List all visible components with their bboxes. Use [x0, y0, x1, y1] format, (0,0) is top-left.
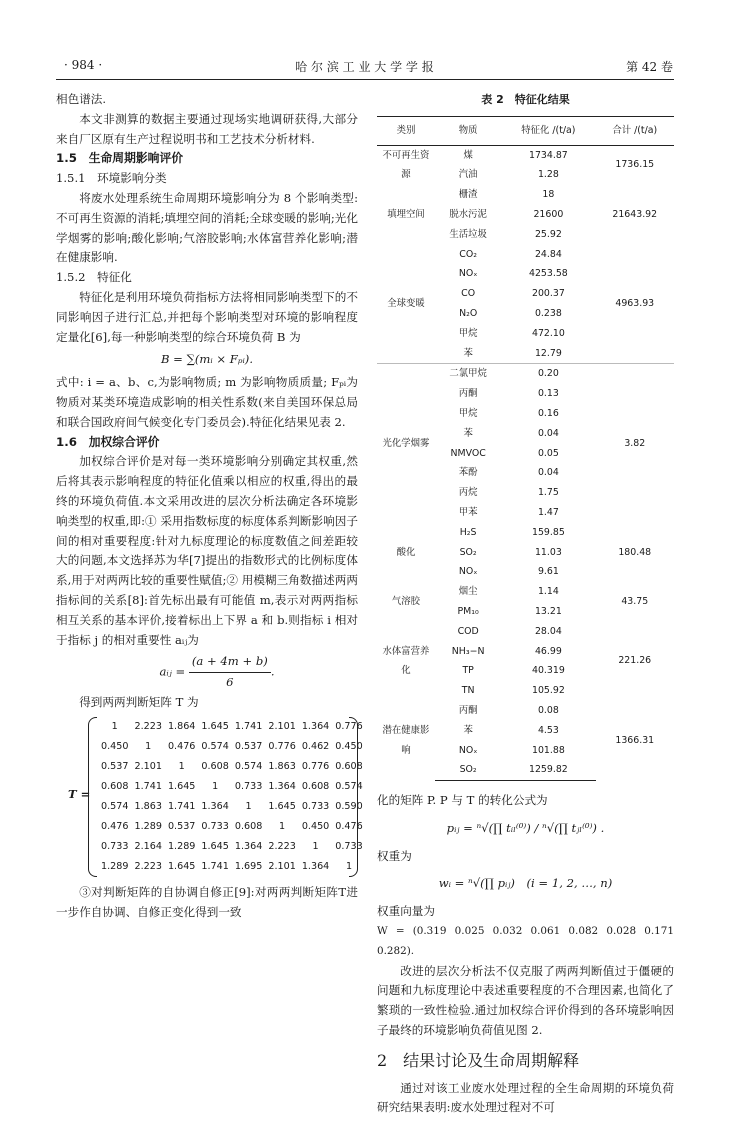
matrix-cell: 2.101 — [268, 720, 296, 732]
matrix-cell: 1.864 — [167, 720, 196, 732]
matrix-cell: 0.733 — [201, 820, 229, 832]
table-row — [377, 364, 674, 384]
substance-cell: 甲烷 — [458, 327, 478, 339]
matrix-cell: 0.574 — [101, 800, 129, 812]
table-body — [377, 145, 674, 781]
matrix-cell: 1 — [245, 800, 252, 812]
matrix-cell: 0.590 — [335, 800, 363, 812]
table-header-cell: 物质 — [435, 116, 501, 145]
substance-cell: 生活垃圾 — [449, 228, 487, 240]
matrix-cell: 1.863 — [134, 800, 162, 812]
value-cell: 40.319 — [531, 665, 565, 677]
value-cell: 0.238 — [534, 307, 562, 319]
denominator: 6 — [226, 675, 234, 690]
matrix-cell: 0.608 — [234, 820, 263, 832]
substance-cell: NH₃−N — [451, 645, 485, 657]
substance-cell: NMVOC — [450, 447, 486, 459]
paragraph: 加权综合评价是对每一类环境影响分别确定其权重,然后将其表示影响程度的特征化值乘以相应的权重,得出的最终的环境负荷值.本文采用改进的层次分析法确定各环境影响类型的权重,即:① 采用指数标度的标度体系判断影响因子间的相对重要程度:针对九标度理论的标度数值之间差距较大的问题,本文选择苏为华[7]提出的指数形式的比例标度体系,用于对两两比较的重要性赋值;② 用模糊三角数描述两两指标间的关系[8]:首先标出最有可能值 m,表示对两两指标相互关系的基本评价,接着标出上下界 a 和 b.则指标 i 相对于指标 j 的相对重要性 aᵢⱼ为 — [56, 454, 358, 647]
value-cell: 28.04 — [534, 625, 562, 637]
paragraph: 将废水处理系统生命周期环境影响分为 8 个影响类型:不可再生资源的消耗;填埋空间的消耗;全球变暖的影响;光化学烟雾的影响;酸化影响;气溶胶影响;水体富营养化影响;潜在健康影响. — [56, 190, 358, 265]
matrix-row — [98, 717, 366, 737]
matrix-cell: 0.476 — [335, 820, 363, 832]
substance-cell: CO — [461, 288, 476, 300]
matrix-cell: 0.537 — [234, 740, 263, 752]
matrix-cell: 1.364 — [201, 800, 229, 812]
paragraph: 本文非测算的数据主要通过现场实地调研获得,大部分来自厂区原有生产过程说明书和工艺技术分析材料. — [56, 111, 358, 146]
matrix-cell: 1 — [312, 840, 319, 852]
substance-cell: H₂S — [459, 526, 477, 538]
equation-p: pᵢⱼ = ⁿ√(∏ tᵢₗ⁽⁰⁾) / ⁿ√(∏ tⱼₗ⁽⁰⁾) . — [446, 820, 605, 835]
table-title: 表 2 特征化结果 — [481, 93, 570, 106]
matrix-cell: 1.289 — [101, 860, 129, 872]
matrix-cell: 2.223 — [134, 720, 162, 732]
numerator: (a + 4m + b) — [189, 652, 271, 673]
paragraph: 相色谱法. — [56, 92, 107, 106]
equation-lhs: aᵢⱼ = — [159, 664, 186, 679]
matrix-cell: 1.695 — [234, 860, 263, 872]
substance-cell: NOₓ — [458, 566, 478, 578]
category-cell: 光化学烟雾 — [377, 364, 435, 523]
value-cell: 200.37 — [531, 288, 565, 300]
matrix-cell: 0.608 — [201, 760, 229, 772]
paragraph: 通过对该工业废水处理过程的全生命周期的环境负荷研究结果表明:废水处理过程对不可 — [377, 1080, 674, 1115]
matrix-cell: 1 — [212, 780, 219, 792]
substance-cell: 苯 — [463, 724, 473, 736]
value-cell: 46.99 — [534, 645, 562, 657]
journal-title: 哈 尔 滨 工 业 大 学 学 报 — [295, 60, 434, 74]
matrix-table — [98, 717, 366, 877]
section-heading: 2 结果讨论及生命周期解释 — [377, 1050, 580, 1070]
matrix-cell: 0.733 — [335, 840, 363, 852]
table-row — [377, 701, 674, 721]
left-column — [56, 90, 363, 922]
value-cell: 159.85 — [531, 526, 565, 538]
value-cell: 4.53 — [537, 724, 559, 736]
paragraph: 式中: i = a、b、c,为影响物质; m 为影响物质质量; Fₚᵢ为物质对某类环境造成影响的相关性系数(来自美国环保总局和联合国政府间气候变化专门委员会).特征化结果见表 2. — [56, 375, 358, 429]
value-cell: 0.16 — [537, 407, 559, 419]
matrix-cell: 1.364 — [234, 840, 263, 852]
substance-cell: 烟尘 — [458, 586, 478, 598]
matrix-cell: 0.537 — [167, 820, 196, 832]
value-cell: 25.92 — [534, 228, 562, 240]
matrix-cell: 0.476 — [167, 740, 196, 752]
section-heading: 1.5 生命周期影响评价 — [56, 151, 184, 166]
right-column — [377, 90, 674, 1118]
value-cell: 0.04 — [537, 427, 559, 439]
category-cell: 潜在健康影响 — [382, 724, 430, 756]
substance-cell: 苯 — [463, 427, 473, 439]
value-cell: 9.61 — [537, 566, 559, 578]
matrix-cell: 1.364 — [301, 860, 330, 872]
page-number: · 984 · — [64, 58, 103, 72]
value-cell: 0.20 — [501, 364, 595, 384]
value-cell: 0.05 — [537, 447, 559, 459]
total-cell: 1366.31 — [615, 734, 655, 746]
value-cell: 1734.87 — [529, 149, 568, 161]
matrix-cell: 1 — [279, 820, 286, 832]
substance-cell: 栅渣 — [458, 189, 478, 201]
substance-cell: PM₁₀ — [457, 605, 479, 617]
substance-cell: SO₂ — [435, 760, 501, 780]
substance-cell: NOₓ — [458, 268, 478, 280]
substance-cell: 甲烷 — [458, 407, 478, 419]
table-row — [377, 622, 674, 642]
matrix-cell: 0.776 — [301, 760, 330, 772]
matrix-cell: 1.645 — [167, 860, 196, 872]
value-cell: 1.75 — [537, 487, 559, 499]
matrix-cell: 1 — [178, 760, 185, 772]
substance-cell: COD — [457, 625, 479, 637]
matrix-cell: 1.645 — [201, 840, 229, 852]
matrix-cell: 0.450 — [335, 740, 363, 752]
total-cell: 1736.15 — [615, 159, 655, 171]
matrix-cell: 1.741 — [234, 720, 263, 732]
matrix-cell: 2.223 — [268, 840, 296, 852]
paragraph: 权重向量为 — [377, 904, 435, 919]
matrix-cell: 0.537 — [101, 760, 129, 772]
matrix-cell: 0.450 — [301, 820, 330, 832]
table-header-cell: 类别 — [377, 116, 435, 145]
table-row — [377, 245, 674, 265]
substance-cell: 二氯甲烷 — [435, 364, 501, 384]
value-cell: 1.28 — [537, 169, 559, 181]
matrix-row — [98, 797, 366, 817]
substance-cell: TP — [462, 665, 474, 677]
paragraph: 改进的层次分析法不仅克服了两两判断值过于僵硬的问题和九标度理论中表述重要程度的不合理因素,也简化了繁琐的一致性检验.通过加权综合评价得到的各环境影响因子最终的环境影响负荷值见图 2. — [377, 963, 674, 1038]
value-cell: 12.79 — [534, 347, 562, 359]
total-cell: 221.26 — [618, 655, 652, 667]
substance-cell: 丙酮 — [458, 388, 478, 400]
value-cell: 21600 — [533, 208, 564, 220]
value-cell: 4253.58 — [529, 268, 568, 280]
matrix-row — [98, 757, 366, 777]
matrix-cell: 0.574 — [234, 760, 263, 772]
table-row — [377, 523, 674, 543]
category-cell: 酸化 — [396, 546, 416, 558]
matrix-cell: 1.645 — [201, 720, 229, 732]
total-cell: 21643.92 — [612, 208, 658, 220]
matrix-cell: 1.289 — [167, 840, 196, 852]
total-cell: 43.75 — [621, 596, 649, 608]
substance-cell: 甲苯 — [458, 506, 478, 518]
value-cell: 101.88 — [531, 744, 565, 756]
matrix-cell: 0.733 — [301, 800, 330, 812]
substance-cell: 脱水污泥 — [449, 208, 487, 220]
table-row — [377, 185, 674, 205]
value-cell: 13.21 — [534, 605, 562, 617]
volume-label: 第 42 卷 — [626, 60, 673, 74]
matrix-cell: 1.289 — [134, 820, 162, 832]
matrix-cell: 1.364 — [268, 780, 296, 792]
paragraph: 特征化是利用环境负荷指标方法将相同影响类型下的不同影响因子进行汇总,并把每个影响类型对环境的影响程度定量化[6],每一种影响类型的综合环境负荷 B 为 — [56, 289, 358, 344]
value-cell: 18 — [542, 189, 555, 201]
substance-cell: 苯酚 — [458, 467, 478, 479]
value-cell: 0.08 — [537, 704, 559, 716]
matrix-cell: 1 — [345, 860, 353, 872]
subsection-heading: 1.5.2 特征化 — [56, 270, 132, 285]
category-cell: 水体富营养化 — [382, 645, 430, 677]
equation-b: B = ∑(mᵢ × Fₚᵢ). — [160, 352, 254, 367]
matrix-cell: 1.863 — [268, 760, 296, 772]
matrix-row — [98, 857, 366, 877]
matrix-label: T = — [68, 786, 91, 801]
matrix-row — [98, 817, 366, 837]
matrix-cell: 1 — [111, 720, 118, 732]
value-cell: 1259.82 — [501, 760, 595, 780]
substance-cell: TN — [461, 685, 475, 697]
matrix-cell: 1.364 — [301, 720, 330, 732]
matrix-cell: 2.164 — [134, 840, 162, 852]
value-cell: 11.03 — [534, 546, 562, 558]
substance-cell: 汽油 — [458, 169, 478, 181]
results-table — [377, 116, 674, 781]
category-cell: 全球变暖 — [387, 298, 425, 310]
matrix-cell: 1.645 — [268, 800, 296, 812]
value-cell: 24.84 — [534, 248, 562, 260]
value-cell: 105.92 — [531, 685, 565, 697]
matrix-cell: 0.608 — [301, 780, 330, 792]
matrix-cell: 0.776 — [268, 740, 296, 752]
total-cell: 4963.93 — [615, 298, 655, 310]
value-cell: 0.13 — [537, 388, 559, 400]
value-cell: 472.10 — [531, 327, 565, 339]
table-header-cell: 特征化 /(t/a) — [501, 116, 595, 145]
category-cell: 填埋空间 — [387, 208, 425, 220]
matrix-cell: 0.608 — [101, 780, 129, 792]
fraction — [189, 652, 271, 693]
matrix-cell: 0.462 — [301, 740, 330, 752]
table-row — [377, 582, 674, 602]
matrix-cell: 1.741 — [134, 780, 162, 792]
weight-vector: W = (0.319 0.025 0.032 0.061 0.082 0.028 0.171 0.282). — [377, 925, 674, 957]
matrix-cell: 1.741 — [167, 800, 196, 812]
matrix-cell: 0.733 — [101, 840, 129, 852]
matrix-cell: 0.574 — [335, 780, 363, 792]
section-heading: 1.6 加权综合评价 — [56, 434, 160, 449]
paragraph: 得到两两判断矩阵 T 为 — [79, 694, 199, 709]
matrix-cell: 2.101 — [134, 760, 162, 772]
substance-cell: 煤 — [463, 149, 473, 161]
matrix-t — [68, 717, 363, 877]
left-bracket — [88, 717, 97, 877]
table-row — [377, 145, 674, 165]
matrix-cell: 0.608 — [335, 760, 363, 772]
substance-cell: 苯 — [463, 347, 473, 359]
matrix-cell: 0.476 — [101, 820, 129, 832]
matrix-cell: 1.645 — [167, 780, 196, 792]
category-cell: 气溶胶 — [391, 596, 421, 608]
matrix-cell: 1 — [145, 740, 152, 752]
matrix-row — [98, 737, 366, 757]
matrix-cell: 0.776 — [335, 720, 363, 732]
substance-cell: N₂O — [459, 307, 478, 319]
substance-cell: NOₓ — [458, 744, 478, 756]
equation-a: aᵢⱼ = $\frac{(a + 4m + b)}{6}$ . — [76, 652, 358, 693]
paragraph: ③对判断矩阵的自协调自修正[9]:对两两判断矩阵T进一步作自协调、自修正变化得到一致 — [56, 884, 358, 919]
category-cell: 不可再生资源 — [382, 149, 430, 181]
matrix-cell: 0.450 — [101, 740, 129, 752]
paragraph: 权重为 — [377, 848, 412, 863]
substance-cell: CO₂ — [459, 248, 477, 260]
value-cell: 1.47 — [537, 506, 559, 518]
substance-cell: 丙烷 — [458, 487, 478, 499]
right-bracket — [349, 717, 358, 877]
table-header-row — [377, 116, 674, 145]
value-cell: 1.14 — [537, 586, 559, 598]
table-header-cell: 合计 /(t/a) — [596, 116, 675, 145]
matrix-cell: 1.741 — [201, 860, 229, 872]
substance-cell: SO₂ — [459, 546, 477, 558]
matrix-cell: 2.223 — [134, 860, 162, 872]
substance-cell: 丙酮 — [458, 704, 478, 716]
matrix-row — [98, 837, 366, 857]
total-cell: 3.82 — [596, 364, 675, 523]
header-rule — [56, 79, 674, 80]
total-cell: 180.48 — [618, 546, 652, 558]
equation-w: wᵢ = ⁿ√(∏ pᵢⱼ) (i = 1, 2, …, n) — [438, 876, 613, 891]
matrix-cell: 2.101 — [268, 860, 296, 872]
value-cell: 0.04 — [537, 467, 559, 479]
matrix-row — [98, 777, 366, 797]
subsection-heading: 1.5.1 环境影响分类 — [56, 171, 167, 186]
paragraph: 化的矩阵 P. P 与 T 的转化公式为 — [377, 793, 548, 808]
matrix-cell: 0.574 — [201, 740, 229, 752]
matrix-cell: 0.733 — [234, 780, 263, 792]
